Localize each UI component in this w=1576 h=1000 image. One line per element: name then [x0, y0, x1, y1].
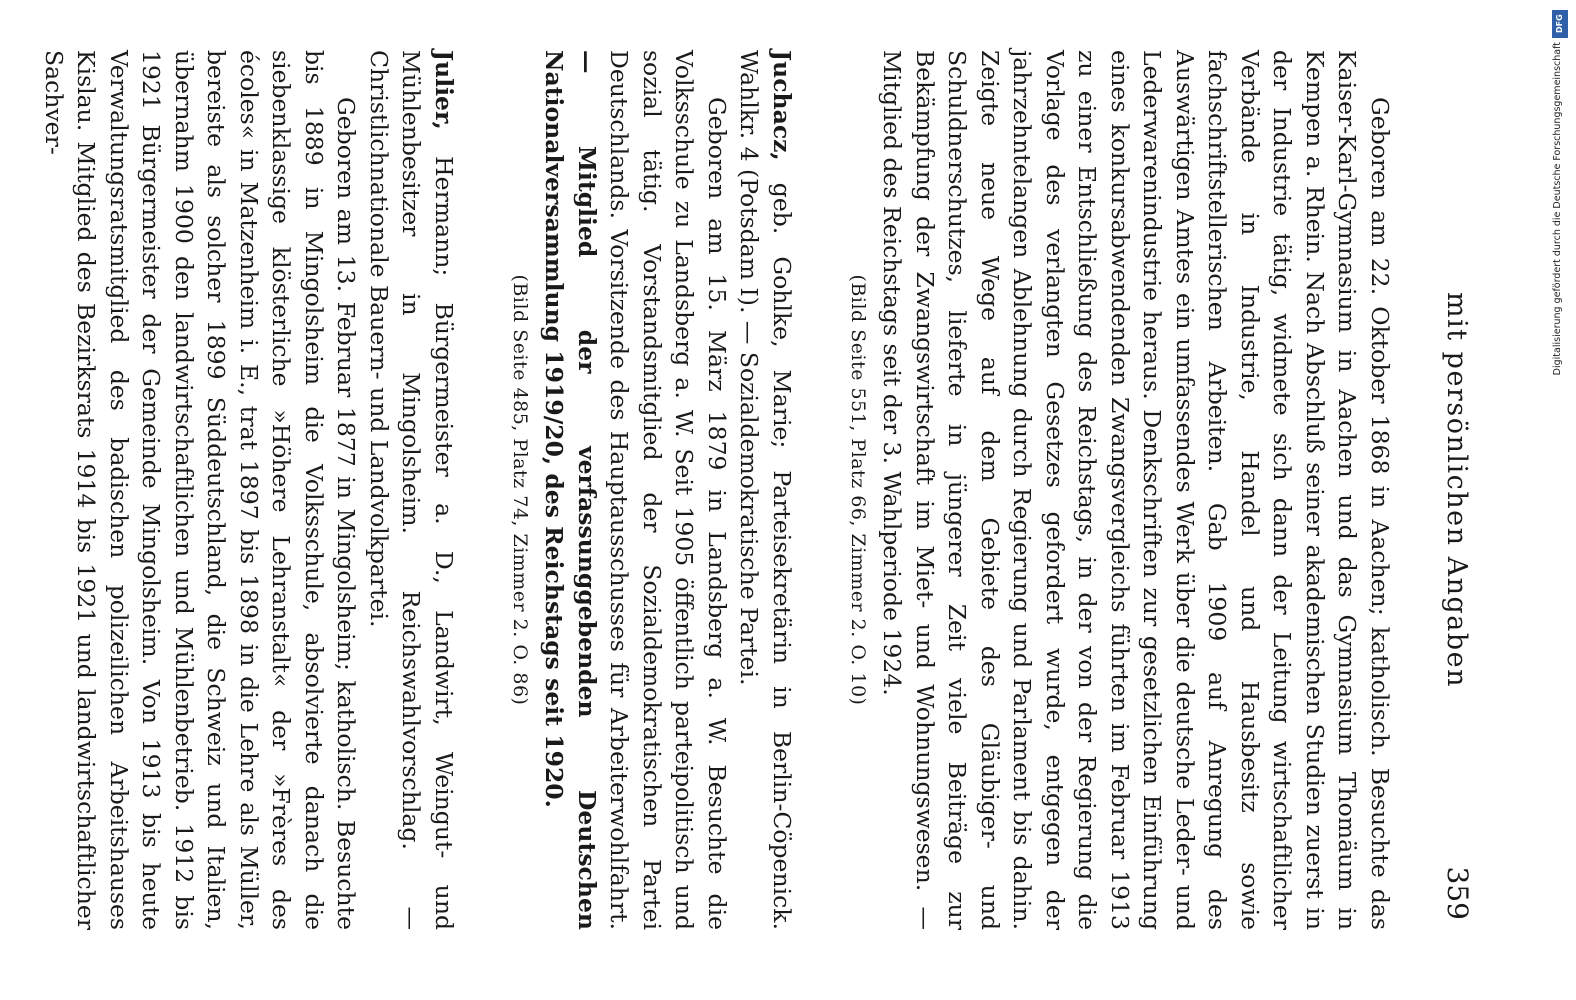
- running-head: [1432, 50, 1480, 930]
- entry-caption: (Bild Seite 485, Platz 74, Zimmer 2. O. 86): [509, 274, 531, 706]
- dfg-logo: DFG: [1552, 10, 1568, 38]
- biography-entry-3: [38, 50, 461, 930]
- document-page: [40, 40, 1480, 960]
- entry-body: Geboren am 13. Februar 1877 in Mingolsheim; katholisch. Besuchte bis 1889 in Mingolsheim die Volksschule, absolvierte danach die siebenklassige klösterliche »Höhere Lehranstalt« der »Frères des écoles« in Matzenheim i. E., trat 1897 bis 1898 in die Lehre als Müller, bereiste als solcher 1899 Süddeutschland, die Schweiz und Italien, übernahm 1900 den landwirtschaftlichen und Mühlenbetrieb. 1912 bis 1921 Bürgermeister der Gemeinde Mingolsheim. Von 1913 bis heute Verwaltungsratsmitglied des badischen polizeilichen Arbeitshauses Kislau. Mitglied des Bezirksrats 1914 bis 1921 und landwirtschaftlicher Sachver-: [40, 50, 361, 930]
- entry-body-strong: — Mitglied der verfassunggebenden Deutschen Nationalversammlung 1919/20, des Reichstags seit 1920.: [540, 50, 601, 930]
- digitization-credit: Digitalisierung gefördert durch die Deutsche Forschungsgemeinschaft: [1552, 42, 1563, 376]
- entry-body: [538, 50, 733, 930]
- biography-entry-1: [844, 50, 1396, 930]
- entry-intro: geb. Gohlke, Marie; Parteisekretärin in Berlin-Cöpenick. Wahlkr. 4 (Potsdam I). — Sozialdemokratische Partei.: [735, 50, 796, 930]
- page-number: 359: [1441, 866, 1474, 920]
- page-inner: [40, 40, 1480, 940]
- page-title: mit persönlichen Angaben: [1441, 292, 1472, 688]
- entry-name: Juchacz,: [768, 50, 796, 161]
- entry-body-text: Geboren am 15. März 1879 in Landsberg a. W. Besuchte die Volksschule zu Landsberg a. W. Seit 1905 öffentlich parteipolitisch und sozial tätig. Vorstandsmitglied der Sozialdemokratischen Partei Deutschlands. Vorsitzende des Hauptausschusses für Arbeiterwohlfahrt.: [605, 50, 731, 930]
- biography-entry-2: [506, 50, 798, 930]
- entry-heading: [363, 50, 461, 930]
- digitization-note: [1552, 10, 1570, 985]
- entry-body: Geboren am 22. Oktober 1868 in Aachen; katholisch. Besuchte das Kaiser-Karl-Gymnasium in Aachen und das Gymnasium Thomäum in Kempen a. Rhein. Nach Abschluß seiner akademischen Studien zuerst in der Industrie tätig, widmete sich dann der Leitung wirtschaftlicher Verbände in Industrie, Handel und Hausbesitz sowie fachschriftstellerischen Arbeiten. Gab 1909 auf Anregung des Auswärtigen Amtes ein umfassendes Werk über die deutsche Leder- und Lederwarenindustrie heraus. Denkschriften zur gesetzlichen Einführung eines konkursabwendenden Zwangsvergleichs führten im Februar 1913 zu einer Entschließung des Reichstags, in der von der Regierung die Vorlage des verlangten Gesetzes gefordert wurde, entgegen der jahrzehntelangen Ablehnung durch Regierung und Parlament bis dahin. Zeigte neue Wege auf dem Gebiete des Gläubiger- und Schuldnerschutzes, lieferte in jüngerer Zeit viele Beiträge zur Bekämpfung der Zwangswirtschaft im Miet- und Wohnungswesen. — Mitglied des Reichstags seit der 3. Wahlperiode 1924.: [878, 50, 1394, 930]
- rotated-page-content: [40, 40, 1480, 940]
- entry-heading: [733, 50, 798, 930]
- entry-caption: (Bild Seite 551, Platz 66, Zimmer 2. O. 10): [847, 274, 869, 706]
- entry-intro: Hermann; Bürgermeister a. D., Landwirt, Weingut- und Mühlenbesitzer in Mingolsheim. Reichswahlvorschlag. — Christlichnationale Bauern- und Landvolkpartei.: [365, 50, 458, 930]
- entry-name: Julier,: [430, 50, 458, 130]
